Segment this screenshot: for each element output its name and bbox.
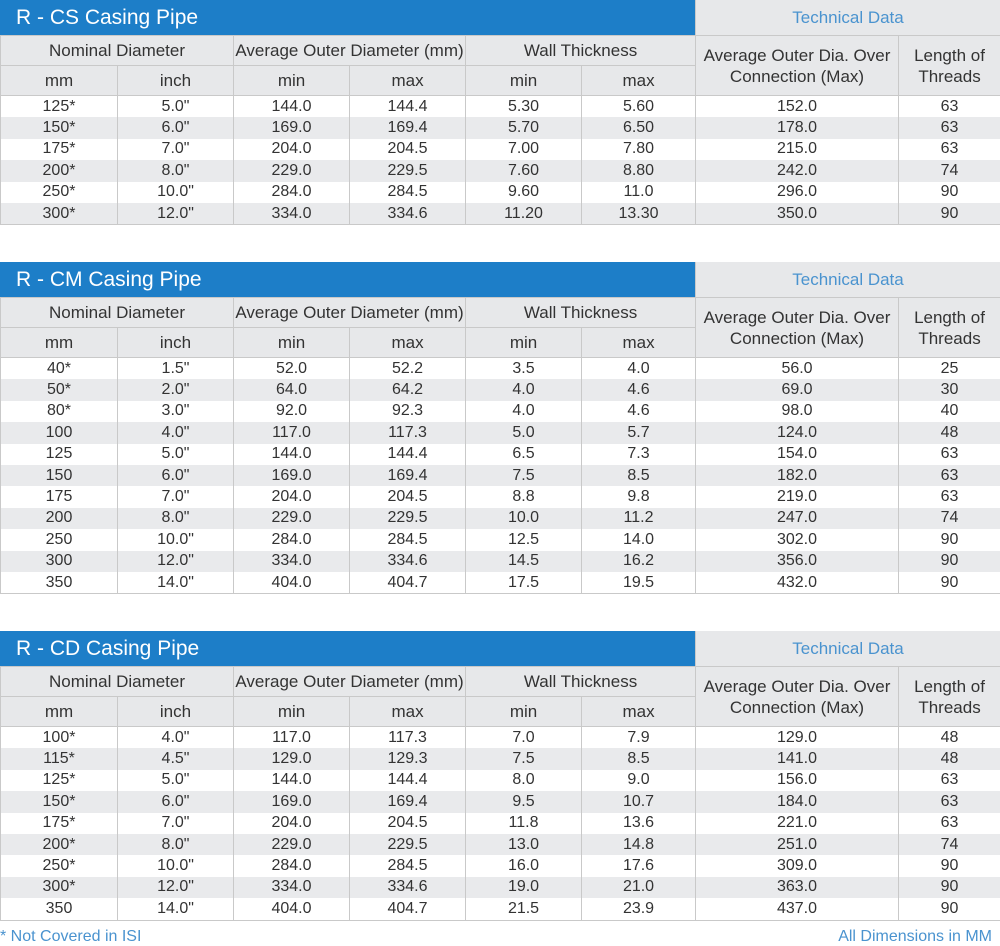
- cell-inch: 14.0": [118, 572, 234, 594]
- table-row: [1, 401, 1000, 422]
- cell-wall-min: 9.5: [466, 791, 582, 812]
- cm-casing-section: [0, 262, 1000, 594]
- cell-wall-max: 19.5: [582, 572, 696, 594]
- cell-aod-min: 284.0: [234, 182, 350, 203]
- footer: [0, 928, 1000, 946]
- table-title: R - CD Casing Pipe: [0, 631, 695, 666]
- cell-wall-max: 9.8: [582, 486, 696, 507]
- cell-mm: 175: [1, 486, 118, 507]
- cell-wall-min: 6.5: [466, 444, 582, 465]
- cell-aod-max: 404.7: [350, 572, 466, 594]
- cell-inch: 7.0": [118, 813, 234, 834]
- header-mm: mm: [1, 66, 118, 96]
- cell-thread-length: 63: [899, 486, 1000, 507]
- cell-aod-max: 169.4: [350, 465, 466, 486]
- cell-wall-min: 21.5: [466, 898, 582, 920]
- table-row: [1, 834, 1000, 855]
- table-row: [1, 203, 1000, 225]
- cell-wall-min: 5.0: [466, 422, 582, 443]
- table-row: [1, 727, 1000, 749]
- cell-wall-max: 8.5: [582, 465, 696, 486]
- cell-conn-max: 184.0: [696, 791, 899, 812]
- cell-thread-length: 63: [899, 465, 1000, 486]
- cell-conn-max: 296.0: [696, 182, 899, 203]
- table-row: [1, 358, 1000, 380]
- cell-aod-min: 144.0: [234, 770, 350, 791]
- cell-aod-max: 144.4: [350, 770, 466, 791]
- cell-aod-min: 204.0: [234, 486, 350, 507]
- cell-wall-max: 5.7: [582, 422, 696, 443]
- cell-mm: 125*: [1, 770, 118, 791]
- cell-thread-length: 40: [899, 401, 1000, 422]
- cell-wall-max: 7.80: [582, 139, 696, 160]
- cell-aod-max: 144.4: [350, 96, 466, 118]
- header-aod-min: min: [234, 328, 350, 358]
- cell-inch: 4.0": [118, 727, 234, 749]
- table-row: [1, 529, 1000, 550]
- spec-table: [0, 297, 1000, 594]
- cell-wall-min: 16.0: [466, 855, 582, 876]
- cell-mm: 350: [1, 572, 118, 594]
- cell-wall-max: 13.30: [582, 203, 696, 225]
- cell-wall-min: 17.5: [466, 572, 582, 594]
- cell-aod-max: 64.2: [350, 379, 466, 400]
- cell-conn-max: 437.0: [696, 898, 899, 920]
- cell-aod-min: 334.0: [234, 877, 350, 898]
- header-aod-max: max: [350, 328, 466, 358]
- cell-mm: 100: [1, 422, 118, 443]
- cell-thread-length: 63: [899, 813, 1000, 834]
- cell-inch: 14.0": [118, 898, 234, 920]
- cell-aod-min: 117.0: [234, 727, 350, 749]
- cell-aod-min: 204.0: [234, 813, 350, 834]
- header-wall-min: min: [466, 697, 582, 727]
- header-wall-thickness: Wall Thickness: [466, 36, 696, 66]
- cell-aod-min: 169.0: [234, 791, 350, 812]
- cell-mm: 150*: [1, 117, 118, 138]
- header-aod-min: min: [234, 66, 350, 96]
- cell-aod-min: 204.0: [234, 139, 350, 160]
- cell-aod-min: 284.0: [234, 855, 350, 876]
- cell-conn-max: 247.0: [696, 508, 899, 529]
- cell-wall-max: 7.9: [582, 727, 696, 749]
- cell-thread-length: 90: [899, 551, 1000, 572]
- cell-aod-max: 204.5: [350, 486, 466, 507]
- cell-wall-min: 11.20: [466, 203, 582, 225]
- table-row: [1, 813, 1000, 834]
- cell-inch: 4.5": [118, 748, 234, 769]
- cell-thread-length: 90: [899, 877, 1000, 898]
- cell-aod-max: 334.6: [350, 551, 466, 572]
- cell-wall-max: 8.80: [582, 160, 696, 181]
- cell-conn-max: 221.0: [696, 813, 899, 834]
- header-outer-dia-over-connection: Average Outer Dia. Over Connection (Max): [696, 36, 899, 96]
- cell-inch: 12.0": [118, 551, 234, 572]
- cell-thread-length: 90: [899, 855, 1000, 876]
- cell-wall-min: 11.8: [466, 813, 582, 834]
- cell-thread-length: 74: [899, 508, 1000, 529]
- cell-thread-length: 63: [899, 444, 1000, 465]
- header-average-outer-diameter: Average Outer Diameter (mm): [234, 36, 466, 66]
- header-wall-thickness: Wall Thickness: [466, 667, 696, 697]
- cell-inch: 7.0": [118, 486, 234, 507]
- header-aod-min: min: [234, 697, 350, 727]
- cell-wall-min: 7.0: [466, 727, 582, 749]
- cell-wall-max: 14.8: [582, 834, 696, 855]
- cell-aod-max: 334.6: [350, 877, 466, 898]
- cell-aod-min: 144.0: [234, 96, 350, 118]
- cell-inch: 4.0": [118, 422, 234, 443]
- cell-aod-max: 204.5: [350, 139, 466, 160]
- header-average-outer-diameter: Average Outer Diameter (mm): [234, 298, 466, 328]
- cell-aod-min: 52.0: [234, 358, 350, 380]
- cell-thread-length: 90: [899, 898, 1000, 920]
- spec-table: [0, 35, 1000, 225]
- table-row: [1, 117, 1000, 138]
- cell-wall-min: 7.60: [466, 160, 582, 181]
- cell-thread-length: 25: [899, 358, 1000, 380]
- table-row: [1, 379, 1000, 400]
- table-row: [1, 551, 1000, 572]
- table-row: [1, 770, 1000, 791]
- cell-thread-length: 90: [899, 529, 1000, 550]
- cell-inch: 10.0": [118, 182, 234, 203]
- cell-inch: 8.0": [118, 508, 234, 529]
- cs-casing-section: [0, 0, 1000, 225]
- cell-wall-max: 16.2: [582, 551, 696, 572]
- header-aod-max: max: [350, 697, 466, 727]
- cell-wall-min: 7.5: [466, 748, 582, 769]
- header-inch: inch: [118, 328, 234, 358]
- footnote-not-covered: * Not Covered in ISI: [0, 928, 142, 945]
- cell-inch: 7.0": [118, 139, 234, 160]
- table-row: [1, 160, 1000, 181]
- header-mm: mm: [1, 328, 118, 358]
- cell-conn-max: 363.0: [696, 877, 899, 898]
- cell-wall-min: 4.0: [466, 401, 582, 422]
- cell-wall-max: 6.50: [582, 117, 696, 138]
- header-wall-thickness: Wall Thickness: [466, 298, 696, 328]
- cell-wall-max: 23.9: [582, 898, 696, 920]
- cell-aod-max: 229.5: [350, 160, 466, 181]
- cell-wall-max: 21.0: [582, 877, 696, 898]
- cell-conn-max: 154.0: [696, 444, 899, 465]
- table-title: R - CS Casing Pipe: [0, 0, 695, 35]
- cell-wall-min: 19.0: [466, 877, 582, 898]
- cell-mm: 250*: [1, 182, 118, 203]
- table-row: [1, 139, 1000, 160]
- cell-wall-min: 3.5: [466, 358, 582, 380]
- table-row: [1, 444, 1000, 465]
- cell-wall-max: 11.2: [582, 508, 696, 529]
- cell-conn-max: 69.0: [696, 379, 899, 400]
- cell-mm: 300*: [1, 203, 118, 225]
- cell-inch: 10.0": [118, 855, 234, 876]
- cell-thread-length: 63: [899, 117, 1000, 138]
- cell-mm: 50*: [1, 379, 118, 400]
- cell-wall-min: 13.0: [466, 834, 582, 855]
- cell-conn-max: 219.0: [696, 486, 899, 507]
- cell-wall-min: 7.5: [466, 465, 582, 486]
- cell-mm: 200*: [1, 160, 118, 181]
- cell-wall-max: 9.0: [582, 770, 696, 791]
- cell-thread-length: 90: [899, 182, 1000, 203]
- cell-wall-max: 13.6: [582, 813, 696, 834]
- header-length-of-threads: Length of Threads: [899, 667, 1000, 727]
- cell-wall-min: 10.0: [466, 508, 582, 529]
- header-inch: inch: [118, 697, 234, 727]
- header-wall-min: min: [466, 66, 582, 96]
- cell-thread-length: 30: [899, 379, 1000, 400]
- cell-wall-max: 11.0: [582, 182, 696, 203]
- cell-aod-max: 92.3: [350, 401, 466, 422]
- cell-mm: 80*: [1, 401, 118, 422]
- cell-aod-min: 169.0: [234, 117, 350, 138]
- cell-wall-min: 5.30: [466, 96, 582, 118]
- cell-aod-max: 129.3: [350, 748, 466, 769]
- cell-inch: 8.0": [118, 834, 234, 855]
- cell-wall-min: 9.60: [466, 182, 582, 203]
- cell-wall-min: 4.0: [466, 379, 582, 400]
- header-outer-dia-over-connection: Average Outer Dia. Over Connection (Max): [696, 298, 899, 358]
- cell-mm: 300*: [1, 877, 118, 898]
- header-nominal-diameter: Nominal Diameter: [1, 36, 234, 66]
- cell-aod-max: 144.4: [350, 444, 466, 465]
- cell-wall-max: 10.7: [582, 791, 696, 812]
- cell-wall-min: 8.0: [466, 770, 582, 791]
- cell-conn-max: 152.0: [696, 96, 899, 118]
- cell-conn-max: 242.0: [696, 160, 899, 181]
- cell-wall-max: 14.0: [582, 529, 696, 550]
- header-row-top: [1, 667, 1000, 697]
- cell-aod-max: 404.7: [350, 898, 466, 920]
- cell-mm: 250*: [1, 855, 118, 876]
- cell-thread-length: 74: [899, 160, 1000, 181]
- header-wall-max: max: [582, 328, 696, 358]
- cell-aod-max: 284.5: [350, 529, 466, 550]
- cell-aod-min: 404.0: [234, 898, 350, 920]
- cell-inch: 12.0": [118, 877, 234, 898]
- technical-data-label: Technical Data: [695, 631, 1000, 666]
- cell-aod-max: 334.6: [350, 203, 466, 225]
- cell-mm: 350: [1, 898, 118, 920]
- technical-data-label: Technical Data: [695, 262, 1000, 297]
- header-aod-max: max: [350, 66, 466, 96]
- cell-aod-min: 404.0: [234, 572, 350, 594]
- cell-conn-max: 124.0: [696, 422, 899, 443]
- cell-aod-min: 334.0: [234, 203, 350, 225]
- cell-thread-length: 48: [899, 748, 1000, 769]
- table-row: [1, 898, 1000, 920]
- cell-aod-max: 52.2: [350, 358, 466, 380]
- cell-mm: 250: [1, 529, 118, 550]
- cell-wall-max: 5.60: [582, 96, 696, 118]
- cell-aod-max: 229.5: [350, 834, 466, 855]
- cell-thread-length: 63: [899, 770, 1000, 791]
- cell-conn-max: 356.0: [696, 551, 899, 572]
- cell-aod-max: 169.4: [350, 791, 466, 812]
- table-row: [1, 486, 1000, 507]
- cell-inch: 5.0": [118, 770, 234, 791]
- cell-conn-max: 98.0: [696, 401, 899, 422]
- cell-wall-min: 12.5: [466, 529, 582, 550]
- table-row: [1, 96, 1000, 118]
- cell-aod-min: 229.0: [234, 160, 350, 181]
- table-row: [1, 748, 1000, 769]
- cell-mm: 150*: [1, 791, 118, 812]
- header-nominal-diameter: Nominal Diameter: [1, 298, 234, 328]
- cell-wall-max: 4.6: [582, 379, 696, 400]
- table-row: [1, 465, 1000, 486]
- header-average-outer-diameter: Average Outer Diameter (mm): [234, 667, 466, 697]
- cell-conn-max: 56.0: [696, 358, 899, 380]
- title-bar: [0, 631, 1000, 666]
- cell-aod-max: 117.3: [350, 727, 466, 749]
- cell-inch: 5.0": [118, 444, 234, 465]
- cell-aod-min: 64.0: [234, 379, 350, 400]
- cell-wall-min: 8.8: [466, 486, 582, 507]
- cell-inch: 12.0": [118, 203, 234, 225]
- header-row-top: [1, 298, 1000, 328]
- cell-thread-length: 90: [899, 203, 1000, 225]
- header-row-top: [1, 36, 1000, 66]
- cell-inch: 1.5": [118, 358, 234, 380]
- cell-wall-max: 8.5: [582, 748, 696, 769]
- cell-aod-min: 144.0: [234, 444, 350, 465]
- cell-wall-max: 17.6: [582, 855, 696, 876]
- cell-mm: 125: [1, 444, 118, 465]
- cell-thread-length: 74: [899, 834, 1000, 855]
- cell-conn-max: 432.0: [696, 572, 899, 594]
- cell-mm: 40*: [1, 358, 118, 380]
- cell-aod-max: 229.5: [350, 508, 466, 529]
- table-row: [1, 508, 1000, 529]
- cell-thread-length: 63: [899, 139, 1000, 160]
- cell-conn-max: 215.0: [696, 139, 899, 160]
- cell-conn-max: 251.0: [696, 834, 899, 855]
- table-row: [1, 877, 1000, 898]
- cell-thread-length: 63: [899, 791, 1000, 812]
- cell-mm: 175*: [1, 813, 118, 834]
- spec-table: [0, 666, 1000, 921]
- header-outer-dia-over-connection: Average Outer Dia. Over Connection (Max): [696, 667, 899, 727]
- cell-mm: 200: [1, 508, 118, 529]
- cell-inch: 5.0": [118, 96, 234, 118]
- header-length-of-threads: Length of Threads: [899, 36, 1000, 96]
- cell-thread-length: 48: [899, 422, 1000, 443]
- cell-wall-min: 5.70: [466, 117, 582, 138]
- cell-aod-min: 334.0: [234, 551, 350, 572]
- header-wall-max: max: [582, 66, 696, 96]
- cell-mm: 125*: [1, 96, 118, 118]
- cell-thread-length: 90: [899, 572, 1000, 594]
- title-bar: [0, 262, 1000, 297]
- table-row: [1, 572, 1000, 594]
- technical-data-label: Technical Data: [695, 0, 1000, 35]
- cell-mm: 300: [1, 551, 118, 572]
- cell-aod-min: 229.0: [234, 508, 350, 529]
- title-bar: [0, 0, 1000, 35]
- cell-conn-max: 182.0: [696, 465, 899, 486]
- header-wall-max: max: [582, 697, 696, 727]
- cell-wall-min: 7.00: [466, 139, 582, 160]
- table-row: [1, 791, 1000, 812]
- cell-wall-max: 4.6: [582, 401, 696, 422]
- cell-aod-min: 169.0: [234, 465, 350, 486]
- cell-conn-max: 156.0: [696, 770, 899, 791]
- dimensions-note: All Dimensions in MM: [838, 928, 992, 945]
- cell-aod-min: 117.0: [234, 422, 350, 443]
- cell-conn-max: 141.0: [696, 748, 899, 769]
- table-row: [1, 422, 1000, 443]
- cell-aod-min: 229.0: [234, 834, 350, 855]
- table-row: [1, 182, 1000, 203]
- cell-conn-max: 350.0: [696, 203, 899, 225]
- table-title: R - CM Casing Pipe: [0, 262, 695, 297]
- cell-aod-max: 284.5: [350, 182, 466, 203]
- cell-inch: 8.0": [118, 160, 234, 181]
- header-length-of-threads: Length of Threads: [899, 298, 1000, 358]
- cell-conn-max: 309.0: [696, 855, 899, 876]
- cell-inch: 3.0": [118, 401, 234, 422]
- cell-aod-max: 117.3: [350, 422, 466, 443]
- cell-aod-min: 129.0: [234, 748, 350, 769]
- cell-wall-max: 4.0: [582, 358, 696, 380]
- cell-inch: 2.0": [118, 379, 234, 400]
- cell-aod-max: 284.5: [350, 855, 466, 876]
- cell-thread-length: 63: [899, 96, 1000, 118]
- table-row: [1, 855, 1000, 876]
- cell-inch: 6.0": [118, 465, 234, 486]
- cell-wall-min: 14.5: [466, 551, 582, 572]
- header-mm: mm: [1, 697, 118, 727]
- cell-aod-min: 92.0: [234, 401, 350, 422]
- cell-mm: 150: [1, 465, 118, 486]
- cell-wall-max: 7.3: [582, 444, 696, 465]
- cell-mm: 100*: [1, 727, 118, 749]
- cell-conn-max: 129.0: [696, 727, 899, 749]
- cell-aod-max: 169.4: [350, 117, 466, 138]
- cell-mm: 175*: [1, 139, 118, 160]
- cell-aod-max: 204.5: [350, 813, 466, 834]
- header-nominal-diameter: Nominal Diameter: [1, 667, 234, 697]
- header-inch: inch: [118, 66, 234, 96]
- cell-conn-max: 178.0: [696, 117, 899, 138]
- cell-inch: 6.0": [118, 791, 234, 812]
- cell-mm: 200*: [1, 834, 118, 855]
- cell-thread-length: 48: [899, 727, 1000, 749]
- cell-aod-min: 284.0: [234, 529, 350, 550]
- cell-conn-max: 302.0: [696, 529, 899, 550]
- cd-casing-section: [0, 631, 1000, 921]
- cell-mm: 115*: [1, 748, 118, 769]
- cell-inch: 10.0": [118, 529, 234, 550]
- header-wall-min: min: [466, 328, 582, 358]
- cell-inch: 6.0": [118, 117, 234, 138]
